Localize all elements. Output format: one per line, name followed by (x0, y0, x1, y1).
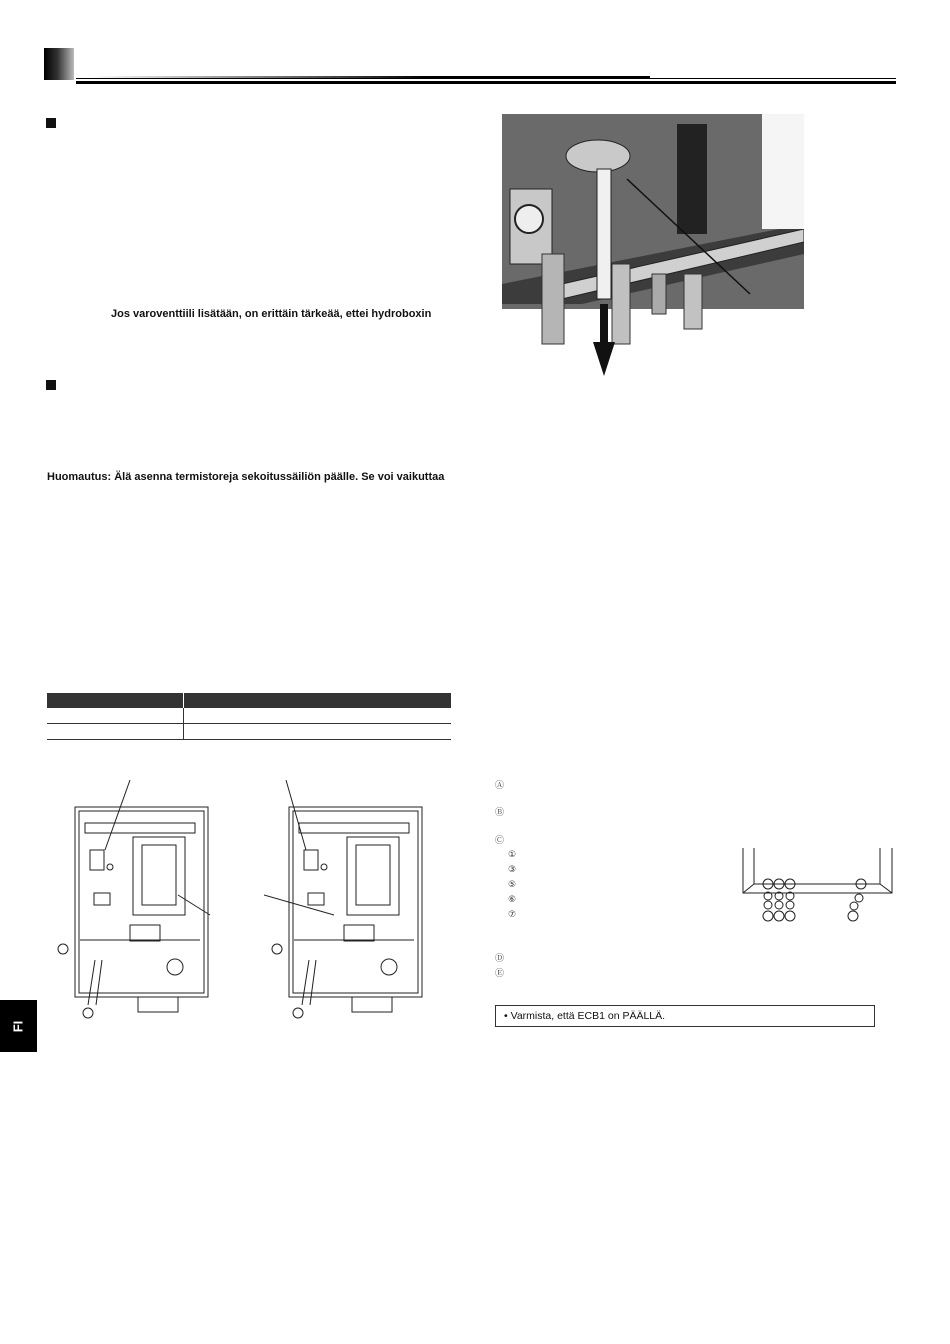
language-tab (0, 1000, 37, 1052)
legend-sub-1: ① (508, 849, 517, 859)
bullet-square-2 (46, 380, 56, 390)
language-tab-label: FI (10, 1020, 26, 1033)
control-box-diagram-right (264, 775, 464, 1025)
section-header-block (44, 48, 74, 80)
legend-marker-a: Ⓐ (495, 780, 505, 790)
terminal-layout-diagram (740, 848, 895, 923)
table-header-row (47, 693, 451, 708)
legend-marker-d: Ⓓ (495, 953, 505, 963)
hydrobox-drain-photo (502, 114, 804, 376)
table-header-cell (184, 693, 452, 708)
control-box-diagram-left (50, 775, 250, 1025)
legend-sub-3: ③ (508, 864, 517, 874)
ecb1-note-box (495, 1005, 875, 1027)
legend-marker-e: Ⓔ (495, 968, 505, 978)
table-row (47, 708, 451, 724)
table-row (47, 724, 451, 740)
legend-marker-b: Ⓑ (495, 807, 505, 817)
legend-marker-c: Ⓒ (495, 835, 505, 845)
table-cell (184, 724, 452, 740)
bullet-square-1 (46, 118, 56, 128)
thermistor-note: Huomautus: Älä asenna termistoreja sekoitussäiliön päälle. Se voi vaikuttaa (47, 471, 445, 483)
table-header-cell (47, 693, 184, 708)
header-rule-thick (76, 81, 896, 84)
table-cell (47, 708, 184, 724)
legend-sub-5: ⑤ (508, 879, 517, 889)
legend-sub-7: ⑦ (508, 909, 517, 919)
ecb1-note-text: • Varmista, että ECB1 on PÄÄLLÄ. (504, 1010, 666, 1022)
table-cell (47, 724, 184, 740)
header-rule-thin (76, 78, 896, 79)
legend-sub-6: ⑥ (508, 894, 517, 904)
table-cell (184, 708, 452, 724)
safety-valve-note: Jos varoventtiili lisätään, on erittäin tärkeää, ettei hydroboxin (111, 308, 432, 320)
spec-table (47, 693, 451, 740)
